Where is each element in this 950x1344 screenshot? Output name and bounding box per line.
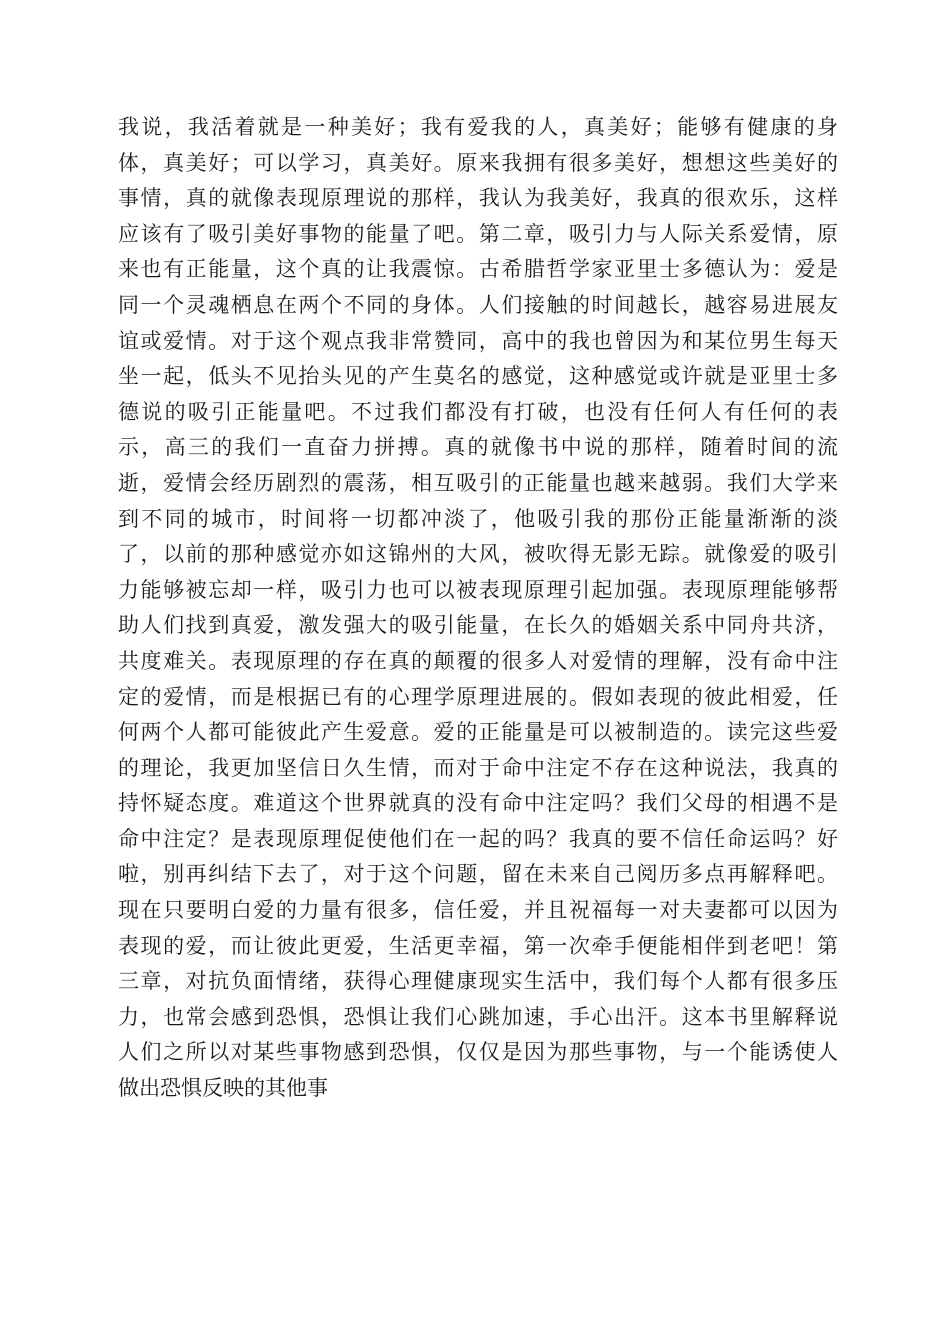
text-line: 共度难关。表现原理的存在真的颠覆的很多人对爱情的理解，没有命中注 xyxy=(118,648,838,673)
text-line: 事情，真的就像表现原理说的那样，我认为我美好，我真的很欢乐，这样 xyxy=(118,186,838,211)
text-line: 了，以前的那种感觉亦如这锦州的大风，被吹得无影无踪。就像爱的吸引 xyxy=(118,542,838,567)
text-line: 人们之所以对某些事物感到恐惧，仅仅是因为那些事物，与一个能诱使人 xyxy=(118,1040,838,1065)
text-line: 持怀疑态度。难道这个世界就真的没有命中注定吗？我们父母的相遇不是 xyxy=(118,791,838,816)
text-line: 做出恐惧反映的其他事 xyxy=(118,1076,328,1101)
text-line: 的理论，我更加坚信日久生情，而对于命中注定不存在这种说法，我真的 xyxy=(118,755,838,780)
text-line: 三章，对抗负面情绪，获得心理健康现实生活中，我们每个人都有很多压 xyxy=(118,969,838,994)
text-line: 应该有了吸引美好事物的能量了吧。第二章，吸引力与人际关系爱情，原 xyxy=(118,221,838,246)
text-line: 来也有正能量，这个真的让我震惊。古希腊哲学家亚里士多德认为：爱是 xyxy=(118,257,838,282)
text-line: 我说，我活着就是一种美好；我有爱我的人，真美好；能够有健康的身 xyxy=(118,115,838,139)
text-line: 表现的爱，而让彼此更爱，生活更幸福，第一次牵手便能相伴到老吧！第 xyxy=(118,933,838,958)
text-line: 助人们找到真爱，激发强大的吸引能量，在长久的婚姻关系中同舟共济， xyxy=(118,613,838,638)
text-line: 命中注定？是表现原理促使他们在一起的吗？我真的要不信任命运吗？好 xyxy=(118,826,838,851)
text-line: 逝，爱情会经历剧烈的震荡，相互吸引的正能量也越来越弱。我们大学来 xyxy=(118,470,838,495)
text-line: 示，高三的我们一直奋力拼搏。真的就像书中说的那样，随着时间的流 xyxy=(118,435,838,460)
text-line: 定的爱情，而是根据已有的心理学原理进展的。假如表现的彼此相爱，任 xyxy=(118,684,838,709)
text-line: 德说的吸引正能量吧。不过我们都没有打破，也没有任何人有任何的表 xyxy=(118,399,838,424)
text-line: 何两个人都可能彼此产生爱意。爱的正能量是可以被制造的。读完这些爱 xyxy=(118,720,838,745)
text-line: 坐一起，低头不见抬头见的产生莫名的感觉，这种感觉或许就是亚里士多 xyxy=(118,364,838,389)
text-line: 体，真美好；可以学习，真美好。原来我拥有很多美好，想想这些美好的 xyxy=(118,150,838,175)
text-line: 到不同的城市，时间将一切都冲淡了，他吸引我的那份正能量渐渐的淡 xyxy=(118,506,838,531)
text-line: 力能够被忘却一样，吸引力也可以被表现原理引起加强。表现原理能够帮 xyxy=(118,577,838,602)
text-line: 力，也常会感到恐惧，恐惧让我们心跳加速，手心出汗。这本书里解释说 xyxy=(118,1004,838,1029)
text-line: 现在只要明白爱的力量有很多，信任爱，并且祝福每一对夫妻都可以因为 xyxy=(118,898,838,923)
body-text xyxy=(118,110,838,1107)
text-line: 啦，别再纠结下去了，对于这个问题，留在未来自己阅历多点再解释吧。 xyxy=(118,862,838,887)
text-line: 同一个灵魂栖息在两个不同的身体。人们接触的时间越长，越容易进展友 xyxy=(118,292,838,317)
text-line: 谊或爱情。对于这个观点我非常赞同，高中的我也曾因为和某位男生每天 xyxy=(118,328,838,353)
